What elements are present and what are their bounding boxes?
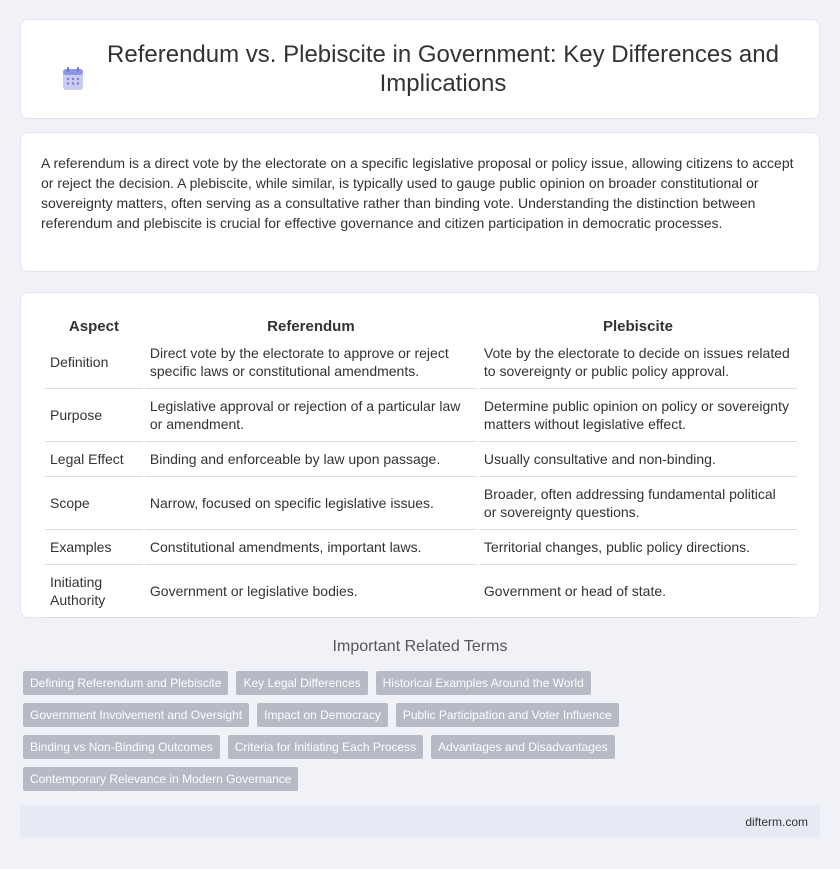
row-aspect: Purpose <box>45 389 143 442</box>
comparison-table <box>43 313 799 618</box>
related-term-tag[interactable]: Binding vs Non-Binding Outcomes <box>23 735 220 759</box>
table-header-row <box>45 313 797 336</box>
table-row <box>45 336 797 389</box>
document-icon <box>60 66 86 92</box>
table-row <box>45 530 797 565</box>
table-row <box>45 442 797 477</box>
row-plebiscite: Usually consultative and non-binding. <box>479 442 797 477</box>
intro-card <box>20 132 820 272</box>
header-referendum: Referendum <box>267 318 355 335</box>
related-term-tag[interactable]: Government Involvement and Oversight <box>23 703 249 727</box>
related-term-tag[interactable]: Criteria for Initiating Each Process <box>228 735 423 759</box>
header-aspect: Aspect <box>68 318 119 335</box>
site-link[interactable]: difterm.com <box>745 815 808 829</box>
row-plebiscite: Broader, often addressing fundamental political or sovereignty questions. <box>479 477 797 530</box>
related-term-tag[interactable]: Impact on Democracy <box>257 703 388 727</box>
row-referendum: Binding and enforceable by law upon passage. <box>145 442 477 477</box>
row-aspect: Examples <box>45 530 143 565</box>
row-referendum: Narrow, focused on specific legislative issues. <box>145 477 477 530</box>
row-plebiscite: Territorial changes, public policy directions. <box>479 530 797 565</box>
table-row <box>45 565 797 618</box>
row-aspect: Initiating Authority <box>45 565 143 618</box>
row-plebiscite: Vote by the electorate to decide on issues related to sovereignty or public policy approval. <box>479 336 797 389</box>
tag-row <box>23 671 823 695</box>
tag-row <box>23 735 823 759</box>
related-term-tag[interactable]: Defining Referendum and Plebiscite <box>23 671 228 695</box>
related-term-tag[interactable]: Key Legal Differences <box>236 671 367 695</box>
header-plebiscite: Plebiscite <box>602 318 673 335</box>
tag-row <box>23 767 823 791</box>
row-aspect: Scope <box>45 477 143 530</box>
table-row <box>45 477 797 530</box>
header-card <box>20 19 820 119</box>
row-referendum: Legislative approval or rejection of a particular law or amendment. <box>145 389 477 442</box>
tag-row <box>23 703 823 727</box>
row-plebiscite: Government or head of state. <box>479 565 797 618</box>
footer <box>20 806 820 838</box>
comparison-table-card <box>20 292 820 618</box>
row-aspect: Definition <box>45 336 143 389</box>
table-row <box>45 389 797 442</box>
page-title: Referendum vs. Plebiscite in Government: Key Differences and Implications <box>107 41 779 97</box>
row-referendum: Direct vote by the electorate to approve or reject specific laws or constitutional amendments. <box>145 336 477 389</box>
related-term-tag[interactable]: Historical Examples Around the World <box>376 671 591 695</box>
row-plebiscite: Determine public opinion on policy or sovereignty matters without legislative effect. <box>479 389 797 442</box>
related-term-tag[interactable]: Contemporary Relevance in Modern Governance <box>23 767 298 791</box>
row-aspect: Legal Effect <box>45 442 143 477</box>
related-term-tag[interactable]: Public Participation and Voter Influence <box>396 703 619 727</box>
related-terms-list <box>23 671 823 799</box>
related-term-tag[interactable]: Advantages and Disadvantages <box>431 735 614 759</box>
row-referendum: Constitutional amendments, important laws. <box>145 530 477 565</box>
related-terms-title: Important Related Terms <box>332 638 508 655</box>
intro-paragraph: A referendum is a direct vote by the electorate on a specific legislative proposal or policy issue, allowing citizens to accept or reject the decision. A plebiscite, while similar, is typically used to gauge public opinion on broader constitutional or sovereignty matters, often serving as a consultative rather than binding vote. Understanding the distinction between referendum and plebiscite is crucial for effective governance and citizen participation in democratic processes. <box>41 155 794 231</box>
row-referendum: Government or legislative bodies. <box>145 565 477 618</box>
